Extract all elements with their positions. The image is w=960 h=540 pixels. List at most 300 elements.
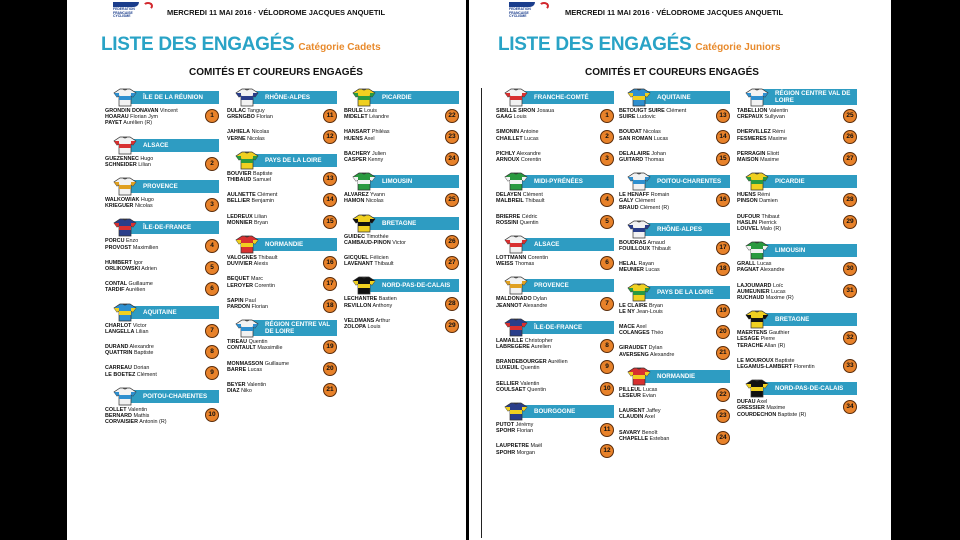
committee-section xyxy=(496,88,614,163)
rider-name xyxy=(496,387,546,393)
rider-first-name: Alexandre xyxy=(515,150,541,157)
rider-last-name: SAN ROMAN xyxy=(619,135,653,142)
rider-first-name: Allan (R) xyxy=(763,342,786,349)
rider-last-name: LANGELLA xyxy=(105,328,135,335)
rider-last-name: RUCHAUD xyxy=(737,294,765,301)
rider-name xyxy=(344,198,385,204)
committee-section xyxy=(105,136,219,168)
rider-first-name: Corentin xyxy=(526,254,549,261)
rider-names xyxy=(496,338,553,350)
team-row xyxy=(227,361,337,373)
bib-number-badge: 33 xyxy=(843,359,857,373)
rider-first-name: Jean-Louis xyxy=(634,308,663,315)
rider-first-name: Clément xyxy=(521,192,543,199)
column-divider xyxy=(481,88,482,538)
bib-number-badge: 9 xyxy=(205,366,219,380)
bib-number-badge: 25 xyxy=(843,109,857,123)
rider-first-name: Baptiste xyxy=(251,170,273,177)
team-row xyxy=(227,382,337,394)
committee-name: PICARDIE xyxy=(761,175,857,188)
rider-last-name: LE CLAIRE xyxy=(619,302,648,309)
team-row xyxy=(227,192,337,204)
committee-name: MIDI-PYRÉNÉES xyxy=(520,175,614,188)
team-row xyxy=(737,399,857,418)
rider-first-name: Florian xyxy=(249,303,268,310)
rider-first-name: Julien xyxy=(370,150,387,157)
rider-first-name: Clément xyxy=(135,371,157,378)
rider-names xyxy=(105,260,157,272)
team-row xyxy=(105,407,219,426)
rider-last-name: CONTAULT xyxy=(227,345,256,352)
rider-name xyxy=(737,364,815,370)
rider-first-name: Axel xyxy=(362,135,375,142)
bib-number-badge: 27 xyxy=(843,152,857,166)
committee-tag xyxy=(352,276,459,294)
committee-name: RHÔNE-ALPES xyxy=(643,223,730,236)
team-row xyxy=(227,276,337,288)
rider-last-name: DUVIVIER xyxy=(227,261,253,268)
rider-last-name: CHAILLET xyxy=(496,135,523,142)
rider-first-name: Maxime xyxy=(764,405,786,412)
rider-first-name: Josaua xyxy=(535,108,555,114)
rider-last-name: LOTTMANN xyxy=(496,254,527,261)
rider-first-name: Florian Jym xyxy=(128,114,159,121)
bib-number-badge: 2 xyxy=(205,157,219,171)
rider-last-name: BEQUET xyxy=(227,276,250,283)
ffc-logo: FEDERATION FRANCAISE CYCLISME xyxy=(111,0,157,20)
rider-last-name: SCHNEIDER xyxy=(105,161,137,168)
rider-names xyxy=(619,261,660,273)
rider-names xyxy=(344,234,406,246)
rider-first-name: Aurélien xyxy=(546,359,568,366)
rider-last-name: CONTAL xyxy=(105,281,128,288)
rider-first-name: Corentin xyxy=(253,282,275,289)
committee-name: ÎLE-DE-FRANCE xyxy=(129,221,219,234)
bib-number-badge: 18 xyxy=(716,262,730,276)
rider-last-name: GUIDEC xyxy=(344,233,365,240)
team-row xyxy=(496,443,614,455)
rider-names xyxy=(619,324,663,336)
rider-first-name: Eliott xyxy=(765,150,779,157)
committee-tag xyxy=(235,88,337,106)
page-cadets xyxy=(67,0,466,540)
rider-first-name: Louis xyxy=(512,114,527,121)
rider-last-name: SPOHR xyxy=(496,449,516,456)
rider-first-name: Corentin xyxy=(519,156,542,163)
rider-first-name: Lucas xyxy=(755,261,772,268)
rider-last-name: BRIERRE xyxy=(496,213,521,220)
rider-last-name: LABREGERE xyxy=(496,343,530,350)
rider-names xyxy=(227,382,266,394)
rider-last-name: DUFAU xyxy=(737,399,756,406)
rider-last-name: COULSAET xyxy=(496,386,526,393)
bib-number-badge: 13 xyxy=(716,109,730,123)
bib-number-badge: 4 xyxy=(600,193,614,207)
rider-last-name: LAURENT xyxy=(619,408,645,415)
team-row xyxy=(105,238,219,250)
rider-first-name: Marc xyxy=(249,276,263,283)
rider-first-name: Clément xyxy=(664,108,687,114)
rider-last-name: LOUVEL xyxy=(737,225,759,232)
committee-section xyxy=(105,218,219,293)
rider-first-name: Alexandre xyxy=(128,343,154,350)
rider-names xyxy=(496,381,546,393)
committee-section xyxy=(496,318,614,393)
rider-first-name: Tanguy xyxy=(245,108,265,114)
team-jersey-icon xyxy=(113,303,137,322)
committee-tag xyxy=(627,283,730,301)
bib-number-badge: 20 xyxy=(323,362,337,376)
rider-first-name: Baptiste xyxy=(132,350,154,357)
committee-name: PICARDIE xyxy=(368,91,459,104)
rider-last-name: QUATTRIN xyxy=(105,350,133,357)
rider-last-name: PINSON xyxy=(737,198,758,205)
rider-first-name: Enzo xyxy=(124,238,139,245)
rider-names xyxy=(737,358,815,370)
rider-name xyxy=(496,220,539,226)
team-jersey-icon xyxy=(745,241,769,260)
committee-column xyxy=(105,88,219,434)
rider-names xyxy=(619,240,671,252)
bib-number-badge: 6 xyxy=(205,282,219,296)
rider-first-name: Nicolas xyxy=(641,129,661,136)
team-jersey-icon xyxy=(504,235,528,254)
rider-last-name: BEYER xyxy=(227,381,246,388)
bib-number-badge: 5 xyxy=(205,261,219,275)
team-jersey-icon xyxy=(352,276,376,295)
bib-number-badge: 29 xyxy=(843,215,857,229)
team-jersey-icon xyxy=(352,88,376,107)
bib-number-badge: 8 xyxy=(205,345,219,359)
rider-name xyxy=(344,303,397,309)
committee-name: POITOU-CHARENTES xyxy=(129,390,219,403)
rider-first-name: Axel xyxy=(755,399,768,406)
rider-last-name: GIRAUDET xyxy=(619,345,648,352)
bib-number-badge: 10 xyxy=(205,408,219,422)
rider-last-name: MALDONADO xyxy=(496,296,532,303)
rider-first-name: Lilian xyxy=(136,161,151,168)
rider-last-name: DELAYEN xyxy=(496,192,522,199)
rider-first-name: Maxime xyxy=(758,156,779,163)
rider-last-name: BERNARD xyxy=(105,412,132,419)
committee-tag xyxy=(745,241,857,259)
rider-first-name: Clément xyxy=(255,192,278,199)
rider-name xyxy=(496,344,553,350)
rider-name xyxy=(496,198,544,204)
rider-name xyxy=(227,367,289,373)
rider-names xyxy=(344,108,389,120)
rider-name xyxy=(737,198,778,204)
rider-names xyxy=(619,303,663,315)
rider-first-name: Thibault xyxy=(372,261,394,268)
rider-last-name: DURAND xyxy=(105,343,129,350)
team-row xyxy=(619,303,730,315)
rider-last-name: KRIEGUER xyxy=(105,203,134,210)
committee-name: BRETAGNE xyxy=(368,217,459,230)
rider-names xyxy=(496,296,547,308)
committee-name: PROVENCE xyxy=(520,279,614,292)
rider-name xyxy=(619,309,663,315)
rider-names xyxy=(105,344,154,356)
bib-number-badge: 29 xyxy=(445,319,459,333)
rider-last-name: COURDECHON xyxy=(737,411,777,418)
rider-last-name: HANSART xyxy=(344,129,371,136)
rider-last-name: GRONDIN DONAVAN xyxy=(105,108,159,114)
rider-first-name: Benoît xyxy=(640,429,658,436)
rider-first-name: Bryan xyxy=(647,302,664,309)
rider-first-name: Bastien xyxy=(377,296,397,303)
committee-name: PAYS DE LA LOIRE xyxy=(643,286,730,299)
team-row xyxy=(619,108,730,120)
rider-names xyxy=(619,151,666,163)
committee-section xyxy=(619,88,730,163)
rider-name xyxy=(737,157,779,163)
rider-name xyxy=(105,203,154,209)
rider-names xyxy=(496,443,542,455)
team-jersey-icon xyxy=(235,151,259,170)
bib-number-badge: 14 xyxy=(716,130,730,144)
rider-last-name: GUEZENNEC xyxy=(105,155,139,162)
team-jersey-icon xyxy=(504,88,528,107)
committee-name: NORMANDIE xyxy=(643,370,730,383)
committee-section xyxy=(496,276,614,308)
rider-first-name: Maximilien xyxy=(131,244,159,251)
committee-tag xyxy=(504,235,614,253)
rider-first-name: Malo (R) xyxy=(758,225,782,232)
rider-first-name: Axel xyxy=(634,323,647,330)
team-jersey-icon xyxy=(504,318,528,337)
team-row xyxy=(619,430,730,442)
team-row xyxy=(619,387,730,399)
rider-names xyxy=(344,296,397,308)
rider-first-name: Kenny xyxy=(366,156,384,163)
rider-names xyxy=(619,430,669,442)
bib-number-badge: 2 xyxy=(600,130,614,144)
bib-number-badge: 7 xyxy=(600,297,614,311)
rider-names xyxy=(227,339,283,351)
team-row xyxy=(619,129,730,141)
team-row xyxy=(737,151,857,163)
rider-names xyxy=(227,276,275,288)
rider-names xyxy=(105,407,167,426)
rider-first-name: Romain xyxy=(649,192,670,199)
bib-number-badge: 14 xyxy=(323,193,337,207)
rider-last-name: GRENGBO xyxy=(227,114,255,121)
rider-first-name: Clément (R) xyxy=(638,204,670,211)
rider-last-name: TARDIF xyxy=(105,287,125,294)
rider-last-name: FOUILLOUX xyxy=(619,245,651,252)
team-row xyxy=(105,344,219,356)
rider-first-name: Johan xyxy=(649,150,667,157)
bib-number-badge: 11 xyxy=(600,423,614,437)
committee-section xyxy=(619,283,730,358)
rider-names xyxy=(105,365,157,377)
rider-last-name: TERACHE xyxy=(737,342,764,349)
rider-first-name: Hugo xyxy=(138,155,154,162)
team-jersey-icon xyxy=(627,88,651,107)
rider-first-name: Rémi xyxy=(770,129,785,136)
rider-first-name: Louis xyxy=(366,323,381,330)
rider-name xyxy=(496,136,539,142)
committee-name: ÎLE DE LA RÉUNION xyxy=(129,91,219,104)
committee-section xyxy=(737,172,857,232)
rider-name xyxy=(105,372,157,378)
team-row xyxy=(737,283,857,302)
team-jersey-icon xyxy=(504,402,528,421)
rider-last-name: GICQUEL xyxy=(344,254,369,261)
bib-number-badge: 16 xyxy=(323,256,337,270)
rider-first-name: Théo xyxy=(649,330,664,337)
committee-column xyxy=(619,88,730,451)
committee-name: NORD-PAS-DE-CALAIS xyxy=(761,382,857,395)
rider-name xyxy=(105,287,153,293)
rider-names xyxy=(496,255,548,267)
team-jersey-icon xyxy=(745,172,769,191)
rider-last-name: ZOLOPA xyxy=(344,323,367,330)
bib-number-badge: 30 xyxy=(843,262,857,276)
team-row xyxy=(737,358,857,370)
team-jersey-icon xyxy=(113,218,137,237)
team-row xyxy=(105,197,219,209)
committee-section xyxy=(344,276,459,330)
rider-first-name: Anthony xyxy=(371,302,393,309)
rider-first-name: Lucas xyxy=(652,135,669,142)
rider-name xyxy=(619,114,686,120)
rider-first-name: Lucas xyxy=(641,386,658,393)
rider-first-name: Christopher xyxy=(523,337,553,344)
rider-last-name: LE NY xyxy=(619,308,635,315)
rider-names xyxy=(105,238,158,250)
rider-first-name: Dylan xyxy=(647,345,663,352)
rider-names xyxy=(619,345,674,357)
rider-first-name: Alexandre xyxy=(758,267,785,274)
team-jersey-icon xyxy=(113,387,137,406)
team-row xyxy=(227,298,337,310)
section-subtitle: COMITÉS ET COUREURS ENGAGÉS xyxy=(189,67,363,78)
rider-last-name: AVERSENG xyxy=(619,351,649,358)
rider-name xyxy=(227,283,275,289)
rider-names xyxy=(737,108,788,120)
rider-name xyxy=(227,177,273,183)
rider-last-name: HUMBERT xyxy=(105,259,132,266)
rider-name xyxy=(737,412,806,418)
rider-name xyxy=(496,114,554,120)
team-row xyxy=(496,151,614,163)
team-row xyxy=(496,359,614,371)
committee-tag xyxy=(113,88,219,106)
rider-name xyxy=(105,245,158,251)
team-row xyxy=(344,255,459,267)
rider-name xyxy=(496,365,568,371)
committee-section xyxy=(496,172,614,226)
rider-first-name: Louis xyxy=(362,108,377,114)
rider-last-name: CAMBAUD-PINON xyxy=(344,239,391,246)
rider-last-name: ALVAREZ xyxy=(344,192,369,199)
rider-names xyxy=(105,197,154,209)
rider-first-name: Lucas xyxy=(769,288,786,295)
rider-last-name: WALKOWIAK xyxy=(105,196,140,203)
committee-name: FRANCHE-COMTÉ xyxy=(520,91,614,104)
rider-last-name: MIDELET xyxy=(344,114,368,121)
team-row xyxy=(344,296,459,308)
team-row xyxy=(619,151,730,163)
committee-name: RÉGION CENTRE VAL DE LOIRE xyxy=(761,89,857,105)
rider-last-name: PORCU xyxy=(105,238,125,245)
rider-first-name: Hugo xyxy=(139,196,154,203)
page-juniors xyxy=(469,0,891,540)
rider-name xyxy=(227,304,268,310)
rider-last-name: JAHIELA xyxy=(227,129,251,136)
rider-first-name: Quentin xyxy=(519,365,540,372)
rider-name xyxy=(227,220,268,226)
rider-last-name: TIREAU xyxy=(227,339,248,346)
rider-name xyxy=(105,419,167,425)
bib-number-badge: 12 xyxy=(600,444,614,458)
rider-names xyxy=(496,151,541,163)
rider-names xyxy=(344,192,385,204)
rider-names xyxy=(737,283,794,302)
rider-name xyxy=(227,345,283,351)
rider-last-name: GUITARD xyxy=(619,156,644,163)
rider-last-name: HUENS xyxy=(737,192,756,199)
bib-number-badge: 22 xyxy=(716,388,730,402)
bib-number-badge: 24 xyxy=(716,431,730,445)
rider-first-name: Cédric xyxy=(520,213,538,220)
rider-last-name: BELLIER xyxy=(227,198,251,205)
rider-names xyxy=(227,298,268,310)
rider-last-name: SELLIER xyxy=(496,380,519,387)
rider-first-name: Aurélien (R) xyxy=(122,120,153,127)
team-row xyxy=(344,151,459,163)
team-row xyxy=(496,192,614,204)
rider-last-name: PROVOST xyxy=(105,244,132,251)
committee-tag xyxy=(113,303,219,321)
rider-first-name: Evian xyxy=(640,392,656,399)
rider-name xyxy=(227,114,273,120)
rider-first-name: Benjamin xyxy=(250,198,275,205)
bib-number-badge: 19 xyxy=(716,304,730,318)
rider-name xyxy=(737,295,794,301)
bib-number-badge: 24 xyxy=(445,152,459,166)
bib-number-badge: 16 xyxy=(716,193,730,207)
bib-number-badge: 28 xyxy=(843,193,857,207)
rider-last-name: LESAGE xyxy=(737,336,760,343)
rider-last-name: MEUNIER xyxy=(619,267,644,274)
rider-last-name: SIBILLE SIRON xyxy=(496,108,536,114)
bib-number-badge: 31 xyxy=(843,284,857,298)
rider-first-name: Thibaut xyxy=(760,213,780,220)
rider-last-name: CLAUDIN xyxy=(619,414,644,421)
rider-names xyxy=(496,129,539,141)
rider-first-name: Guillaume xyxy=(127,281,153,288)
rider-name xyxy=(737,114,788,120)
rider-last-name: LEDREUX xyxy=(227,213,253,220)
rider-last-name: PILLEUL xyxy=(619,386,642,393)
team-row xyxy=(496,296,614,308)
rider-last-name: CHARLOT xyxy=(105,322,132,329)
committee-section xyxy=(737,88,857,163)
committee-tag xyxy=(352,214,459,232)
team-row xyxy=(619,408,730,420)
rider-name xyxy=(496,428,533,434)
rider-first-name: Valentin xyxy=(767,108,789,114)
rider-last-name: MAISON xyxy=(737,156,759,163)
bib-number-badge: 20 xyxy=(716,325,730,339)
rider-last-name: LECHANTRE xyxy=(344,296,378,303)
team-row xyxy=(619,345,730,357)
rider-last-name: THIBAUD xyxy=(227,176,252,183)
committee-section xyxy=(227,88,337,142)
